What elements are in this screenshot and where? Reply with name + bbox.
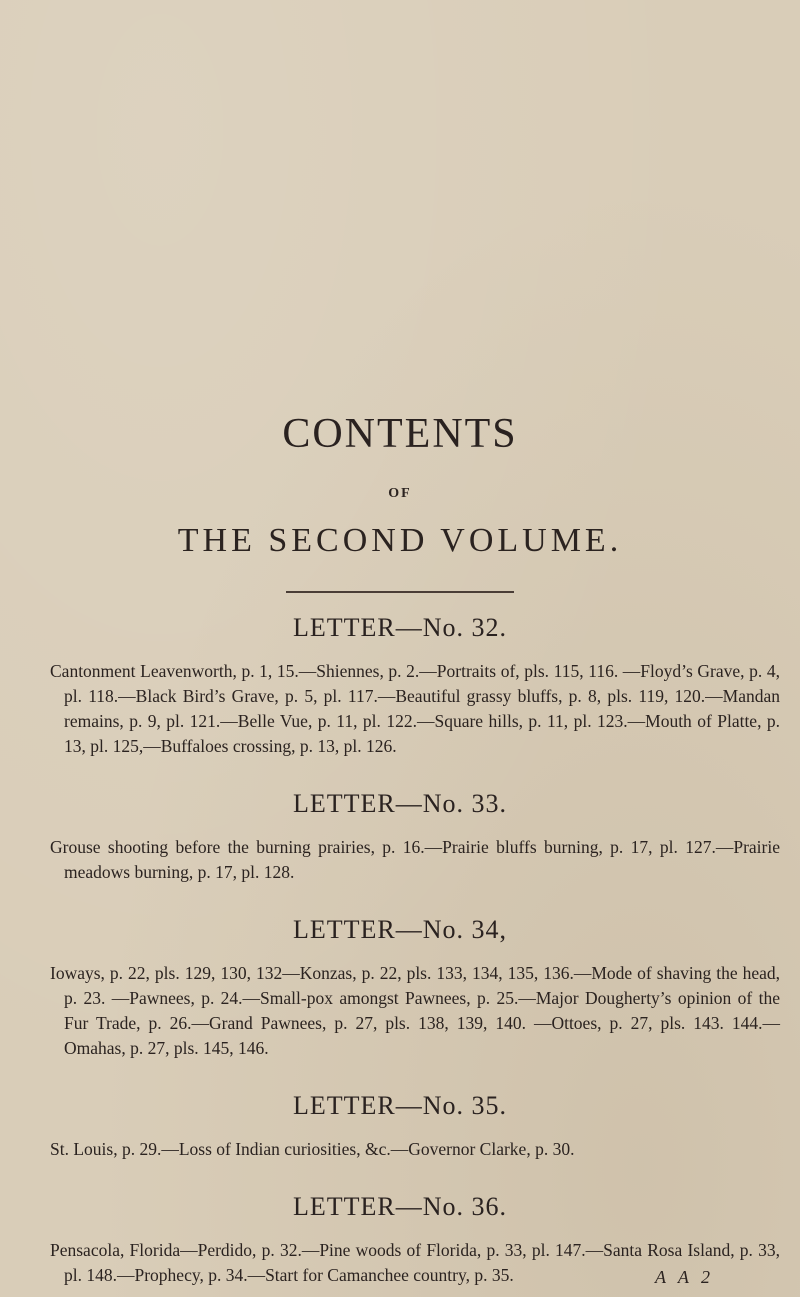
letter-contents-32: Cantonment Leavenworth, p. 1, 15.—Shiennes, p. 2.—Portraits of, pls. 115, 116. —Floyd’s Grave, p. 4, pl. 118.—Black Bird’s Grave, p. 5, pl. 117.—Beautiful grassy bluffs, p. 8, pls. 119, 120.—Mandan remains, p. 9, pl. 121.—Belle Vue, p. 11, pl. 122.—Square hills, p. 11, pl. 123.—Mouth of Platte, p. 13, pl. 125,—Buffaloes crossing, p. 13, pl. 126. [50, 661, 780, 756]
title-divider [286, 591, 514, 593]
letter-heading-32: LETTER—No. 32. [292, 613, 508, 642]
letter-contents-35: St. Louis, p. 29.—Loss of Indian curiosities, &c.—Governor Clarke, p. 30. [50, 1139, 575, 1159]
subtitle-of: OF [388, 486, 412, 501]
signature-mark: A A 2 [655, 1267, 715, 1287]
letter-heading-35: LETTER—No. 35. [292, 1091, 508, 1120]
volume-title: THE SECOND VOLUME. [177, 522, 623, 559]
letter-heading-36: LETTER—No. 36. [292, 1192, 508, 1221]
letter-contents-33: Grouse shooting before the burning prairies, p. 16.—Prairie bluffs burning, p. 17, pl. 127.—Prairie meadows burning, p. 17, pl. 128. [50, 837, 780, 882]
page-title: CONTENTS [282, 411, 518, 457]
letter-heading-34: LETTER—No. 34, [292, 915, 508, 944]
letter-contents-34: Ioways, p. 22, pls. 129, 130, 132—Konzas, p. 22, pls. 133, 134, 135, 136.—Mode of shaving the head, p. 23. —Pawnees, p. 24.—Small-pox amongst Pawnees, p. 25.—Major Dougherty’s opinion of the Fur Trade, p. 26.—Grand Pawnees, p. 27, pls. 138, 139, 140. —Ottoes, p. 27, pls. 143. 144.—Omahas, p. 27, pls. 145, 146. [50, 963, 780, 1058]
letter-heading-33: LETTER—No. 33. [292, 789, 508, 818]
letter-contents-36: Pensacola, Florida—Perdido, p. 32.—Pine woods of Florida, p. 33, pl. 147.—Santa Rosa Island, p. 33, pl. 148.—Prophecy, p. 34.—Start for Camanchee country, p. 35. [50, 1240, 780, 1285]
